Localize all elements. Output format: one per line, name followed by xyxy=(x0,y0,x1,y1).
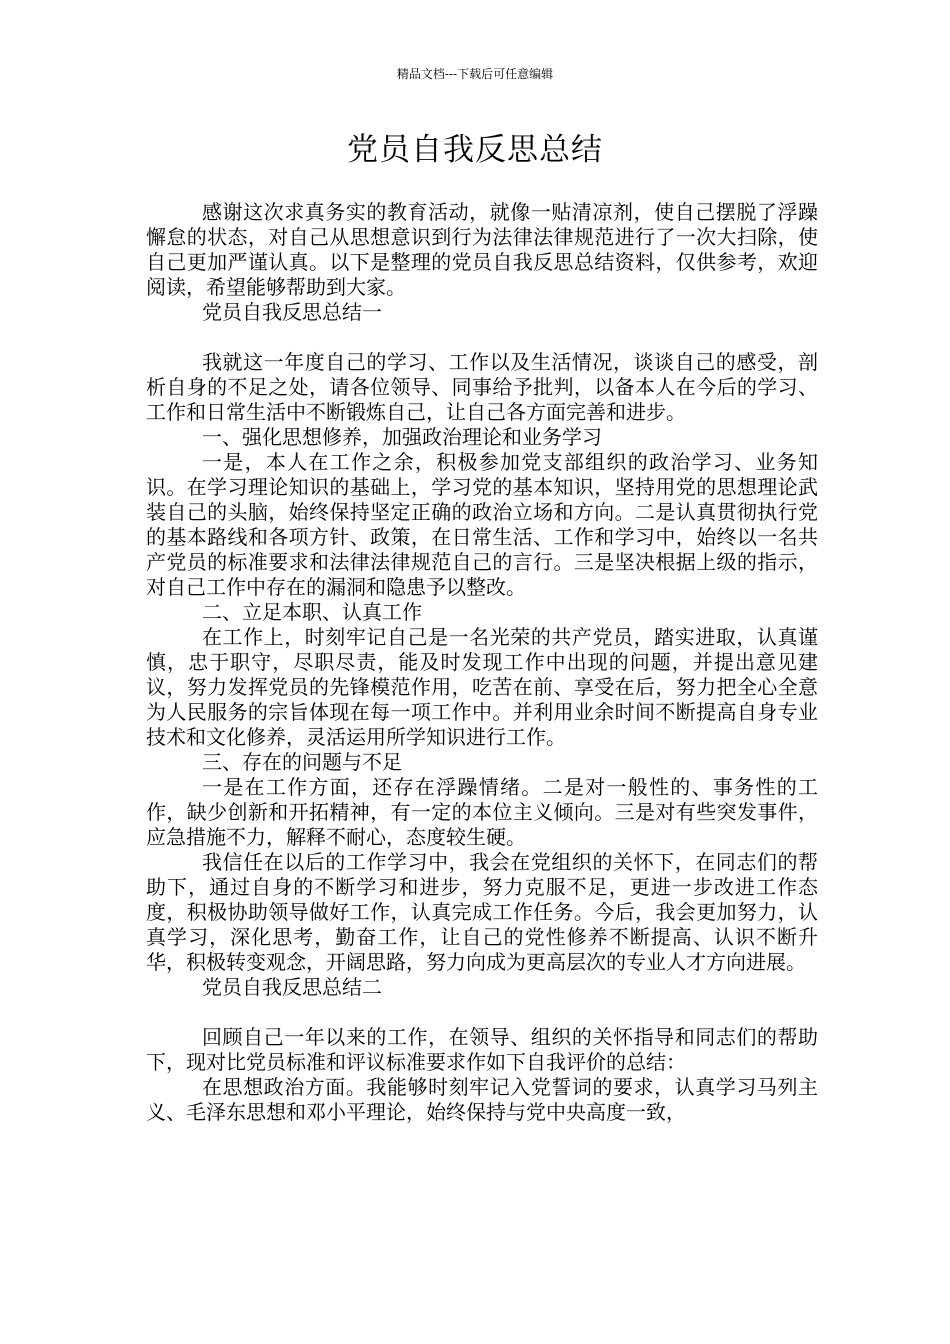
subheading: 二、立足本职、认真工作 xyxy=(202,600,422,624)
paragraph: 在工作上，时刻牢记自己是一名光荣的共产党员，踏实进取，认真谨慎，忠于职守，尽职尽责，能及时发现工作中出现的问题，并提出意见建议，努力发挥党员的先锋模范作用，吃苦在前、享受在后，努力把全心全意为人民服务的宗旨体现在每一项工作中。并利用业余时间不断提高自身专业技术和文化修养，灵活运用所学知识进行工作。 xyxy=(146,625,818,749)
blank-line xyxy=(146,325,818,350)
section-heading-summary-two: 党员自我反思总结二 xyxy=(202,975,382,999)
document-body xyxy=(146,200,818,1125)
header-note: 精品文档---下载后可任意编辑 xyxy=(396,67,554,81)
paragraph: 一是在工作方面，还存在浮躁情绪。二是对一般性的、事务性的工作，缺少创新和开拓精神，有一定的本位主义倾向。三是对有些突发事件，应急措施不力，解释不耐心，态度较生硬。 xyxy=(146,775,818,849)
paragraph: 我就这一年度自己的学习、工作以及生活情况，谈谈自己的感受，剖析自身的不足之处，请各位领导、同事给予批判，以备本人在今后的学习、工作和日常生活中不断锻炼自己，让自己各方面完善和进步。 xyxy=(146,350,818,424)
subheading: 一、强化思想修养，加强政治理论和业务学习 xyxy=(202,425,602,449)
blank-line xyxy=(146,1000,818,1025)
paragraph: 回顾自己一年以来的工作，在领导、组织的关怀指导和同志们的帮助下，现对比党员标准和评议标准要求作如下自我评价的总结： xyxy=(146,1025,818,1074)
paragraph: 在思想政治方面。我能够时刻牢记入党誓词的要求，认真学习马列主义、毛泽东思想和邓小平理论，始终保持与党中央高度一致， xyxy=(146,1075,818,1124)
document-title: 党员自我反思总结 xyxy=(347,132,603,168)
intro-paragraph: 感谢这次求真务实的教育活动，就像一贴清凉剂，使自己摆脱了浮躁懈怠的状态，对自己从思想意识到行为法律法律规范进行了一次大扫除，使自己更加严谨认真。以下是整理的党员自我反思总结资料，仅供参考，欢迎阅读，希望能够帮助到大家。 xyxy=(146,200,818,299)
paragraph: 一是，本人在工作之余，积极参加党支部组织的政治学习、业务知识。在学习理论知识的基础上，学习党的基本知识，坚持用党的思想理论武装自己的头脑，始终保持坚定正确的政治立场和方向。二是认真贯彻执行党的基本路线和各项方针、政策，在日常生活、工作和学习中，始终以一名共产党员的标准要求和法律法律规范自己的言行。三是坚决根据上级的指示，对自己工作中存在的漏洞和隐患予以整改。 xyxy=(146,450,818,599)
subheading: 三、存在的问题与不足 xyxy=(202,750,402,774)
paragraph: 我信任在以后的工作学习中，我会在党组织的关怀下，在同志们的帮助下，通过自身的不断学习和进步，努力克服不足，更进一步改进工作态度，积极协助领导做好工作，认真完成工作任务。今后，我会更加努力，认真学习，深化思考，勤奋工作，让自己的党性修养不断提高、认识不断升华，积极转变观念，开阔思路，努力向成为更高层次的专业人才方向进展。 xyxy=(146,850,818,974)
section-heading-summary-one: 党员自我反思总结一 xyxy=(202,300,382,324)
